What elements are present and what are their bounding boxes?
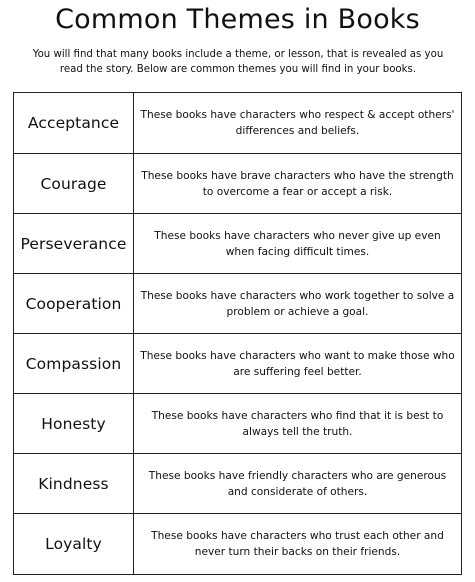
intro-paragraph: You will find that many books include a theme, or lesson, that is revealed as you read the story. Below are common themes you will find in your books. bbox=[32, 49, 444, 75]
table-row bbox=[14, 513, 461, 574]
description-cell bbox=[134, 514, 461, 574]
table-row bbox=[14, 153, 461, 213]
description-cell bbox=[134, 394, 461, 453]
theme-description: These books have characters who trust each other and never turn their backs on their friends. bbox=[151, 530, 444, 558]
theme-name: Compassion bbox=[25, 354, 122, 373]
description-cell bbox=[134, 154, 461, 213]
theme-name: Cooperation bbox=[25, 294, 122, 313]
theme-cell bbox=[14, 454, 134, 513]
theme-description: These books have characters who work together to solve a problem or achieve a goal. bbox=[140, 289, 455, 318]
theme-name: Honesty bbox=[41, 414, 106, 433]
table-row bbox=[14, 453, 461, 513]
theme-cell bbox=[14, 514, 134, 574]
description-cell bbox=[134, 334, 461, 393]
theme-description: These books have characters who find that it is best to always tell the truth. bbox=[151, 409, 444, 438]
theme-cell bbox=[14, 93, 134, 153]
description-cell bbox=[134, 454, 461, 513]
theme-description: These books have characters who want to make those who are suffering feel better. bbox=[140, 349, 455, 378]
theme-description: These books have characters who never give up even when facing difficult times. bbox=[154, 229, 441, 258]
theme-description: These books have characters who respect & accept others' differences and beliefs. bbox=[140, 109, 455, 137]
table-row bbox=[14, 273, 461, 333]
table-row bbox=[14, 393, 461, 453]
theme-cell bbox=[14, 214, 134, 273]
description-cell bbox=[134, 274, 461, 333]
theme-description: These books have brave characters who have the strength to overcome a fear or accept a risk. bbox=[141, 169, 454, 198]
table-row bbox=[14, 93, 461, 153]
theme-cell bbox=[14, 154, 134, 213]
theme-cell bbox=[14, 274, 134, 333]
description-cell bbox=[134, 214, 461, 273]
theme-description: These books have friendly characters who are generous and considerate of others. bbox=[148, 469, 447, 498]
table-row bbox=[14, 333, 461, 393]
theme-cell bbox=[14, 394, 134, 453]
theme-name: Perseverance bbox=[20, 234, 127, 253]
page-title: Common Themes in Books bbox=[55, 4, 420, 35]
theme-name: Courage bbox=[40, 174, 107, 193]
table-row bbox=[14, 213, 461, 273]
description-cell bbox=[134, 93, 461, 153]
themes-table bbox=[13, 92, 462, 575]
theme-name: Kindness bbox=[38, 474, 109, 493]
theme-name: Acceptance bbox=[27, 114, 120, 132]
theme-cell bbox=[14, 334, 134, 393]
theme-name: Loyalty bbox=[45, 535, 102, 553]
